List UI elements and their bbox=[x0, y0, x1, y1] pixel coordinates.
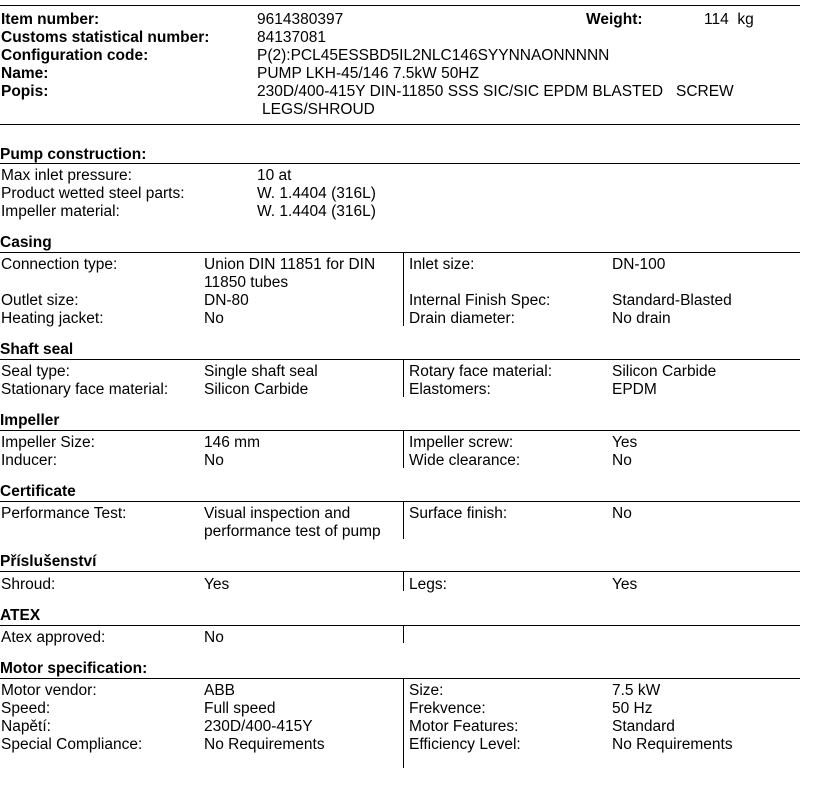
heating-jacket-value: No bbox=[204, 310, 224, 327]
config-value: P(2):PCL45ESSBD5IL2NLC146SYYNNAONNNNN bbox=[257, 47, 610, 64]
section-title-accessories: Příslušenství bbox=[0, 553, 97, 570]
impeller-screw-value: Yes bbox=[612, 434, 638, 451]
atex-divider bbox=[403, 625, 404, 643]
accessories-divider bbox=[403, 571, 404, 591]
motor-vendor-value: ABB bbox=[204, 682, 236, 699]
casing-divider bbox=[403, 252, 404, 326]
section-title-atex: ATEX bbox=[0, 607, 41, 624]
wetted-steel-value: W. 1.4404 (316L) bbox=[257, 185, 376, 202]
legs-label: Legs: bbox=[409, 576, 447, 593]
popis-line-2: LEGS/SHROUD bbox=[262, 101, 375, 118]
shaft-seal-rule bbox=[0, 359, 800, 360]
max-inlet-pressure-value: 10 at bbox=[257, 167, 292, 184]
motor-rule bbox=[0, 678, 800, 679]
impeller-size-label: Impeller Size: bbox=[1, 434, 95, 451]
shroud-value: Yes bbox=[204, 576, 230, 593]
section-title-casing: Casing bbox=[0, 234, 52, 251]
customs-value: 84137081 bbox=[257, 29, 326, 46]
drain-diameter-label: Drain diameter: bbox=[409, 310, 515, 327]
header-bottom-rule bbox=[0, 124, 800, 125]
inducer-value: No bbox=[204, 452, 224, 469]
stationary-face-label: Stationary face material: bbox=[1, 381, 169, 398]
weight-value: 114 kg bbox=[704, 11, 754, 28]
shaft-seal-divider bbox=[403, 359, 404, 397]
performance-test-label: Performance Test: bbox=[1, 505, 127, 522]
impeller-rule bbox=[0, 430, 800, 431]
elastomers-value: EPDM bbox=[612, 381, 657, 398]
motor-voltage-value: 230D/400-415Y bbox=[204, 718, 313, 735]
section-title-motor: Motor specification: bbox=[0, 660, 148, 677]
motor-voltage-label: Napětí: bbox=[1, 718, 51, 735]
top-rule bbox=[0, 5, 800, 6]
name-label: Name: bbox=[1, 65, 49, 82]
inlet-size-label: Inlet size: bbox=[409, 256, 475, 273]
heating-jacket-label: Heating jacket: bbox=[1, 310, 104, 327]
popis-line-1: 230D/400-415Y DIN-11850 SSS SIC/SIC EPDM BLASTED SCREW bbox=[257, 83, 734, 100]
motor-size-value: 7.5 kW bbox=[612, 682, 661, 699]
motor-size-label: Size: bbox=[409, 682, 444, 699]
outlet-size-label: Outlet size: bbox=[1, 292, 79, 309]
rotary-face-value: Silicon Carbide bbox=[612, 363, 717, 380]
config-label: Configuration code: bbox=[1, 47, 149, 64]
impeller-material-value: W. 1.4404 (316L) bbox=[257, 203, 376, 220]
internal-finish-label: Internal Finish Spec: bbox=[409, 292, 551, 309]
motor-divider bbox=[403, 678, 404, 768]
stationary-face-value: Silicon Carbide bbox=[204, 381, 309, 398]
wide-clearance-value: No bbox=[612, 452, 632, 469]
connection-type-label: Connection type: bbox=[1, 256, 118, 273]
section-title-pump-construction: Pump construction: bbox=[0, 146, 147, 163]
special-compliance-value: No Requirements bbox=[204, 736, 325, 753]
section-title-certificate: Certificate bbox=[0, 483, 76, 500]
motor-frequency-label: Frekvence: bbox=[409, 700, 486, 717]
name-value: PUMP LKH-45/146 7.5kW 50HZ bbox=[257, 65, 479, 82]
seal-type-label: Seal type: bbox=[1, 363, 70, 380]
wetted-steel-label: Product wetted steel parts: bbox=[1, 185, 185, 202]
connection-type-value-line-2: 11850 tubes bbox=[204, 274, 289, 291]
wide-clearance-label: Wide clearance: bbox=[409, 452, 521, 469]
outlet-size-value: DN-80 bbox=[204, 292, 249, 309]
motor-frequency-value: 50 Hz bbox=[612, 700, 653, 717]
accessories-rule bbox=[0, 571, 800, 572]
atex-approved-value: No bbox=[204, 629, 224, 646]
pump-construction-rule bbox=[0, 163, 800, 164]
motor-speed-label: Speed: bbox=[1, 700, 51, 717]
casing-rule bbox=[0, 252, 800, 253]
efficiency-level-value: No Requirements bbox=[612, 736, 733, 753]
impeller-screw-label: Impeller screw: bbox=[409, 434, 514, 451]
performance-test-value-line-2: performance test of pump bbox=[204, 523, 381, 540]
section-title-impeller: Impeller bbox=[0, 412, 60, 429]
elastomers-label: Elastomers: bbox=[409, 381, 491, 398]
motor-vendor-label: Motor vendor: bbox=[1, 682, 97, 699]
certificate-rule bbox=[0, 501, 800, 502]
impeller-divider bbox=[403, 430, 404, 468]
atex-approved-label: Atex approved: bbox=[1, 629, 106, 646]
item-number-label: Item number: bbox=[1, 11, 100, 28]
drain-diameter-value: No drain bbox=[612, 310, 671, 327]
popis-label: Popis: bbox=[1, 83, 49, 100]
motor-speed-value: Full speed bbox=[204, 700, 276, 717]
seal-type-value: Single shaft seal bbox=[204, 363, 318, 380]
inlet-size-value: DN-100 bbox=[612, 256, 666, 273]
rotary-face-label: Rotary face material: bbox=[409, 363, 552, 380]
atex-rule bbox=[0, 625, 800, 626]
section-title-shaft-seal: Shaft seal bbox=[0, 341, 74, 358]
customs-label: Customs statistical number: bbox=[1, 29, 210, 46]
performance-test-value-line-1: Visual inspection and bbox=[204, 505, 351, 522]
connection-type-value-line-1: Union DIN 11851 for DIN bbox=[204, 256, 376, 273]
efficiency-level-label: Efficiency Level: bbox=[409, 736, 521, 753]
max-inlet-pressure-label: Max inlet pressure: bbox=[1, 167, 132, 184]
shroud-label: Shroud: bbox=[1, 576, 56, 593]
surface-finish-value: No bbox=[612, 505, 632, 522]
impeller-material-label: Impeller material: bbox=[1, 203, 120, 220]
certificate-divider bbox=[403, 501, 404, 539]
weight-label: Weight: bbox=[586, 11, 643, 28]
special-compliance-label: Special Compliance: bbox=[1, 736, 143, 753]
surface-finish-label: Surface finish: bbox=[409, 505, 508, 522]
motor-features-label: Motor Features: bbox=[409, 718, 519, 735]
legs-value: Yes bbox=[612, 576, 638, 593]
internal-finish-value: Standard-Blasted bbox=[612, 292, 732, 309]
impeller-size-value: 146 mm bbox=[204, 434, 260, 451]
motor-features-value: Standard bbox=[612, 718, 675, 735]
inducer-label: Inducer: bbox=[1, 452, 58, 469]
item-number-value: 9614380397 bbox=[257, 11, 344, 28]
